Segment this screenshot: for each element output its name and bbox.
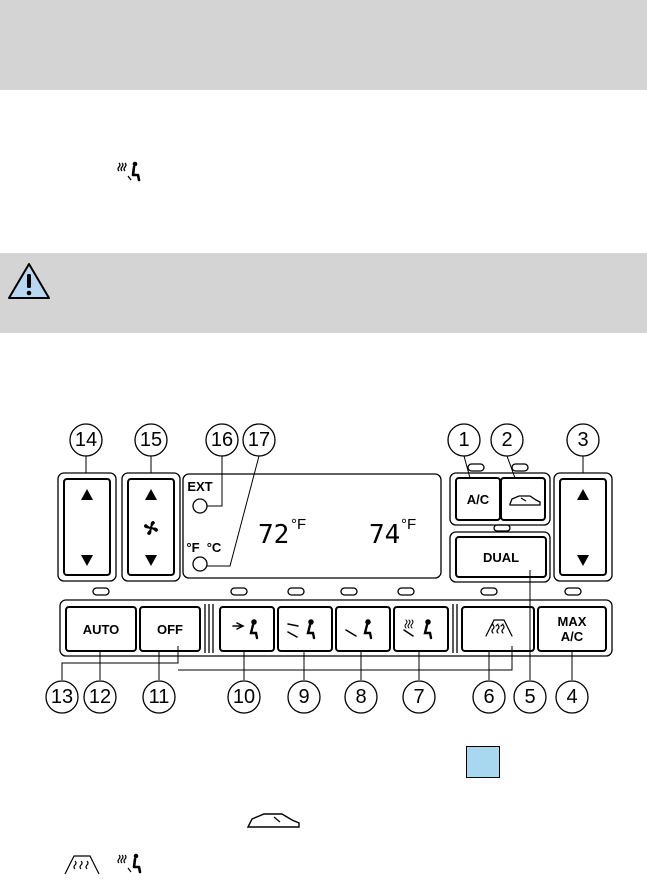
off-button: OFF [157, 622, 183, 637]
recirculation-car-icon [510, 496, 540, 505]
ext-label: EXT [187, 479, 213, 494]
callout-6: 6 [483, 686, 495, 708]
auto-button: AUTO [82, 622, 120, 637]
floor-defrost-icon [116, 160, 144, 184]
callout-14: 14 [74, 429, 98, 451]
callout-16: 16 [210, 429, 234, 451]
callout-11: 11 [148, 686, 170, 708]
panel-vent-icon [233, 620, 257, 638]
max-ac-label-2: A/C [560, 629, 584, 644]
left-temperature-unit: °F [291, 516, 307, 533]
callout-9: 9 [298, 686, 310, 708]
left-temperature: 72 [258, 520, 290, 550]
callout-1: 1 [458, 429, 470, 451]
fan-icon [144, 521, 158, 535]
ac-button: A/C [466, 492, 490, 507]
max-ac-label-1: MAX [557, 614, 587, 629]
unit-f-label: °F [186, 540, 200, 555]
blue-square [466, 746, 500, 778]
rear-defrost-icon [486, 620, 512, 636]
callout-4: 4 [566, 686, 578, 708]
climate-control-panel [0, 400, 647, 730]
callout-5: 5 [524, 686, 536, 708]
callout-7: 7 [413, 686, 425, 708]
panel-floor-vent-icon [288, 620, 314, 638]
header-band [0, 0, 647, 90]
callout-10: 10 [232, 686, 256, 708]
right-temperature: 74 [369, 520, 401, 550]
callout-3: 3 [577, 429, 589, 451]
callout-2: 2 [501, 429, 513, 451]
floor-defrost-button-icon [404, 620, 431, 638]
unit-c-label: °C [206, 540, 222, 555]
dual-button: DUAL [482, 550, 520, 565]
callout-17: 17 [247, 429, 271, 451]
floor-vent-icon [346, 620, 371, 638]
callout-8: 8 [355, 686, 367, 708]
warning-icon [6, 261, 52, 301]
floor-defrost-inline-icon [116, 852, 146, 876]
rear-defrost-inline-icon [62, 852, 102, 876]
callout-13: 13 [50, 686, 74, 708]
recirculation-car-inline-icon [246, 809, 302, 831]
callout-12: 12 [88, 686, 112, 708]
callout-15: 15 [139, 429, 163, 451]
right-temperature-unit: °F [401, 516, 417, 533]
warning-band [0, 253, 647, 333]
